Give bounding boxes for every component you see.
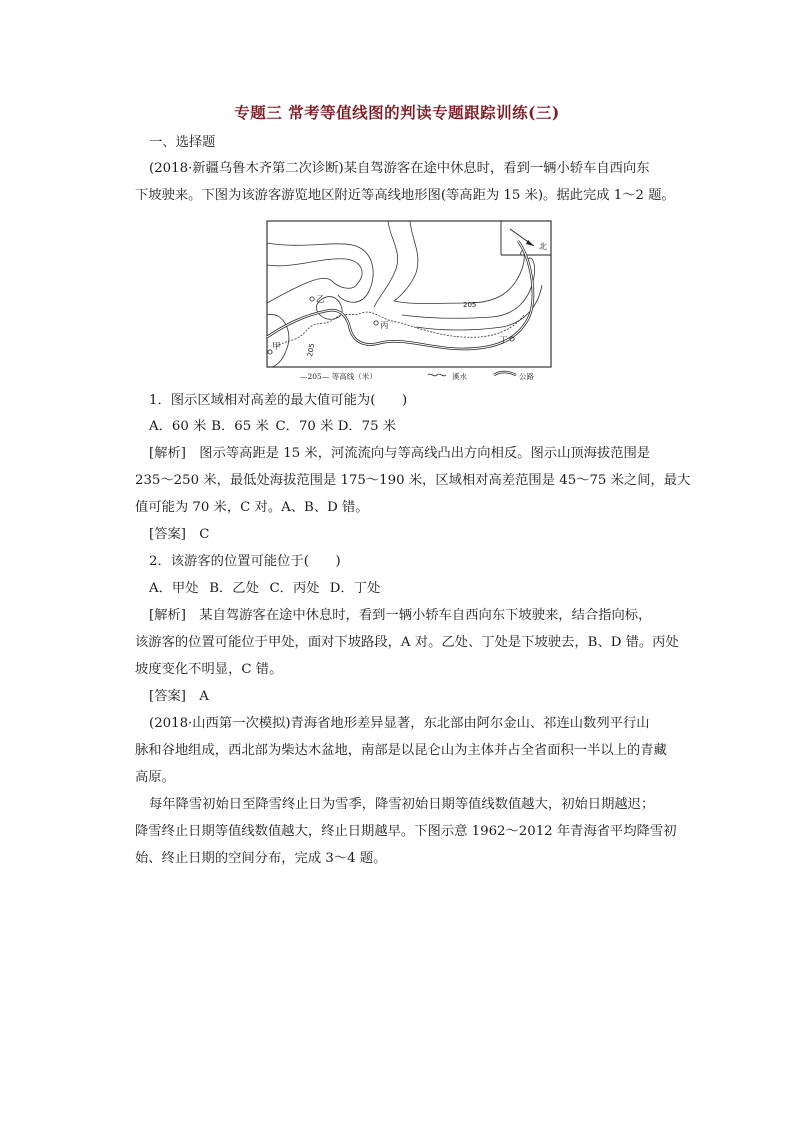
q1-answer-label: [答案] <box>149 527 186 542</box>
place-bing-label: 丙 <box>380 321 389 331</box>
place-jia-label: 甲 <box>272 342 281 352</box>
legend-stream-symbol <box>428 374 446 376</box>
legend-contour: —205— 等高线（米） <box>300 372 377 381</box>
page-title: 专题三 常考等值线图的判读专题跟踪训练(三) <box>234 103 560 122</box>
para3-line3: 始、终止日期的空间分布，完成 3～4 题。 <box>135 851 387 866</box>
intro2-line2: 脉和谷地组成，西北部为柴达木盆地，南部是以昆仑山为主体并占全省面积一半以上的青藏 <box>135 743 667 758</box>
q2-answer: [答案] A <box>149 689 209 704</box>
q1-stem: 1．图示区域相对高差的最大值可能为( ) <box>149 393 408 408</box>
q2-analysis-line1: [解析] 某自驾游客在途中休息时，看到一辆小轿车自西向东下坡驶来，结合指向标， <box>149 608 652 623</box>
q2-analysis-line2: 该游客的位置可能位于甲处，面对下坡路段，A 对。乙处、丁处是下坡驶去，B、D 错。丙处 <box>135 635 679 650</box>
q1-option-a: A．60 米 <box>149 419 207 434</box>
q1-analysis-line3: 值可能为 70 米，C 对。A、B、D 错。 <box>135 500 369 515</box>
para3-line1: 每年降雪初始日至降雪终止日为雪季，降雪初始日期等值线数值越大，初始日期越迟； <box>149 797 655 812</box>
q2-option-a: A．甲处 <box>149 581 199 596</box>
legend-stream: 溪水 <box>452 372 467 381</box>
q1-option-c: C．70 米 <box>275 419 334 434</box>
q2-analysis-label: [解析] <box>149 608 186 623</box>
contour-label-205-left: 205 <box>306 342 317 358</box>
place-yi-label: 乙 <box>316 295 325 305</box>
q1-option-d: D．75 米 <box>337 419 397 434</box>
q1-analysis-line2: 235～250 米，最低处海拔范围是 175～190 米，区域相对高差范围是 45～75 米之间，最大 <box>135 473 691 488</box>
q1-analysis-line1: [解析] 图示等高距是 15 米，河流流向与等高线凸出方向相反。图示山顶海拔范围是 <box>149 446 651 461</box>
place-ding-label: 丁 <box>499 336 508 346</box>
intro1-line2: 下坡驶来。下图为该游客游览地区附近等高线地形图(等高距为 15 米)。据此完成 1～2 题。 <box>135 188 675 203</box>
para3-line2: 降雪终止日期等值线数值越大，终止日期越早。下图示意 1962～2012 年青海省平均降雪初 <box>135 824 677 839</box>
legend-road: 公路 <box>519 372 534 381</box>
q2-stem: 2．该游客的位置可能位于( ) <box>149 554 341 569</box>
q1-answer: [答案] C <box>149 527 210 542</box>
q2-analysis-line3: 坡度变化不明显，C 错。 <box>135 662 283 677</box>
q1-options <box>149 418 396 436</box>
intro2-line1: (2018·山西第一次模拟)青海省地形差异显著，东北部由阿尔金山、祁连山数列平行山 <box>149 716 650 731</box>
intro1-line1: (2018·新疆乌鲁木齐第二次诊断)某自驾游客在途中休息时，看到一辆小轿车自西向东 <box>149 161 650 176</box>
contour-map-figure <box>262 219 555 391</box>
q2-options <box>149 580 380 598</box>
q1-analysis-label: [解析] <box>149 446 186 461</box>
q2-option-b: B．乙处 <box>209 581 259 596</box>
q2-answer-label: [答案] <box>149 689 186 704</box>
q1-option-b: B．65 米 <box>211 419 269 434</box>
q2-option-d: D．丁处 <box>329 581 381 596</box>
contour-label-205-right: 205 <box>463 301 477 309</box>
north-label: 北 <box>539 242 547 251</box>
intro2-line3: 高原。 <box>135 770 175 785</box>
section-heading: 一、选择题 <box>149 135 216 150</box>
q2-option-c: C．丙处 <box>269 581 320 596</box>
